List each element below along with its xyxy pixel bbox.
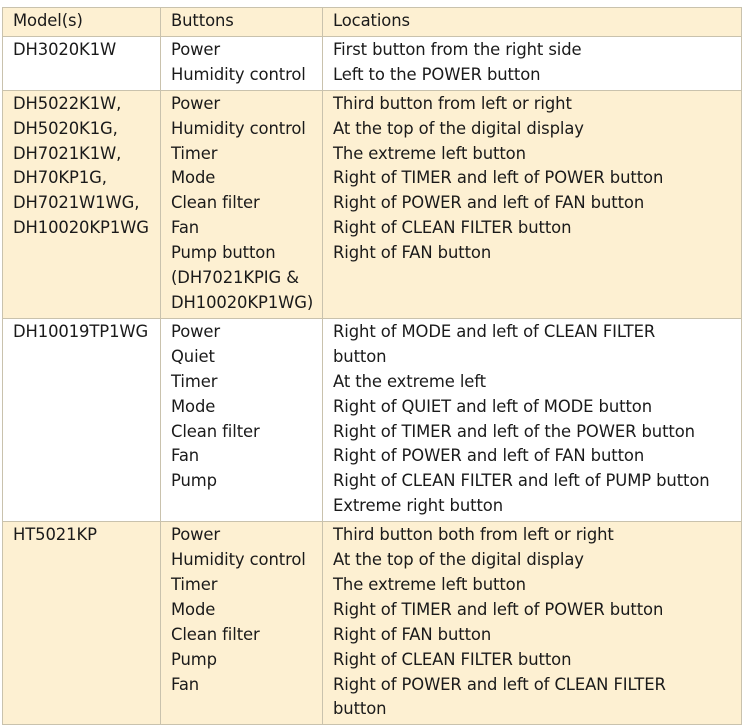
table-row bbox=[3, 522, 742, 725]
model-name: DH5020K1G, bbox=[13, 118, 118, 138]
button-name: Humidity control bbox=[171, 118, 306, 138]
location-text: At the top of the digital display bbox=[333, 550, 584, 570]
model-name: DH7021K1W, bbox=[13, 143, 122, 163]
location-text: The extreme left button bbox=[333, 574, 526, 594]
button-name: Power bbox=[171, 39, 221, 59]
location-text: Right of CLEAN FILTER button bbox=[333, 218, 572, 238]
model-name: HT5021KP bbox=[13, 525, 97, 545]
table-header-row bbox=[3, 8, 742, 37]
button-name: Timer bbox=[171, 574, 218, 594]
dehumidifier-buttons-table bbox=[2, 7, 742, 725]
button-name: Clean filter bbox=[171, 624, 260, 644]
location-text: Right of TIMER and left of POWER button bbox=[333, 168, 664, 188]
button-name: Pump button bbox=[171, 243, 276, 263]
location-text: Left to the POWER button bbox=[333, 64, 541, 84]
model-name: DH10019TP1WG bbox=[13, 321, 149, 341]
locations-cell bbox=[323, 522, 742, 724]
model-name: DH10020KP1WG bbox=[13, 218, 149, 238]
location-text: button bbox=[333, 699, 387, 719]
locations-cell bbox=[323, 319, 742, 521]
location-text: Right of MODE and left of CLEAN FILTER bbox=[333, 321, 656, 341]
button-name: Power bbox=[171, 525, 221, 545]
button-name: Fan bbox=[171, 446, 200, 466]
location-text: Right of TIMER and left of POWER button bbox=[333, 599, 664, 619]
button-name: Quiet bbox=[171, 346, 215, 366]
location-text: Right of QUIET and left of MODE button bbox=[333, 396, 652, 416]
location-text: Extreme right button bbox=[333, 496, 503, 516]
buttons-cell bbox=[161, 522, 323, 724]
button-name: Power bbox=[171, 93, 221, 113]
button-name: Timer bbox=[171, 371, 218, 391]
locations-cell bbox=[323, 91, 742, 318]
button-name: Power bbox=[171, 321, 221, 341]
model-name: DH5022K1W, bbox=[13, 93, 122, 113]
buttons-cell bbox=[161, 37, 323, 90]
models-cell bbox=[3, 91, 161, 318]
location-text: Right of FAN button bbox=[333, 624, 492, 644]
button-name: Clean filter bbox=[171, 421, 260, 441]
location-text: Right of TIMER and left of the POWER button bbox=[333, 421, 695, 441]
model-name: DH70KP1G, bbox=[13, 168, 107, 188]
buttons-cell bbox=[161, 319, 323, 521]
locations-cell bbox=[323, 37, 742, 90]
location-text: The extreme left button bbox=[333, 143, 526, 163]
button-name: Pump bbox=[171, 649, 217, 669]
model-name: DH7021W1WG, bbox=[13, 193, 140, 213]
button-name: Clean filter bbox=[171, 193, 260, 213]
button-name: Timer bbox=[171, 143, 218, 163]
button-name: Pump bbox=[171, 471, 217, 491]
location-text: Third button both from left or right bbox=[333, 525, 614, 545]
location-text: Right of FAN button bbox=[333, 243, 492, 263]
location-text: At the top of the digital display bbox=[333, 118, 584, 138]
table-row bbox=[3, 319, 742, 522]
models-cell bbox=[3, 37, 161, 90]
models-cell bbox=[3, 319, 161, 521]
button-name: Mode bbox=[171, 168, 216, 188]
header-locations: Locations bbox=[323, 8, 742, 36]
location-text: Right of POWER and left of CLEAN FILTER bbox=[333, 674, 666, 694]
location-text: At the extreme left bbox=[333, 371, 486, 391]
models-cell bbox=[3, 522, 161, 724]
button-name: DH10020KP1WG) bbox=[171, 292, 314, 312]
button-name: (DH7021KPIG & bbox=[171, 268, 299, 288]
button-name: Fan bbox=[171, 674, 200, 694]
location-text: Right of POWER and left of FAN button bbox=[333, 446, 645, 466]
header-models: Model(s) bbox=[3, 8, 161, 36]
model-name: DH3020K1W bbox=[13, 39, 117, 59]
header-buttons: Buttons bbox=[161, 8, 323, 36]
buttons-cell bbox=[161, 91, 323, 318]
location-text: button bbox=[333, 346, 387, 366]
table-row bbox=[3, 37, 742, 91]
button-name: Fan bbox=[171, 218, 200, 238]
button-name: Humidity control bbox=[171, 64, 306, 84]
location-text: Right of POWER and left of FAN button bbox=[333, 193, 645, 213]
location-text: Right of CLEAN FILTER button bbox=[333, 649, 572, 669]
table-row bbox=[3, 91, 742, 319]
button-name: Mode bbox=[171, 396, 216, 416]
button-name: Mode bbox=[171, 599, 216, 619]
button-name: Humidity control bbox=[171, 550, 306, 570]
location-text: First button from the right side bbox=[333, 39, 582, 59]
location-text: Right of CLEAN FILTER and left of PUMP button bbox=[333, 471, 710, 491]
location-text: Third button from left or right bbox=[333, 93, 572, 113]
